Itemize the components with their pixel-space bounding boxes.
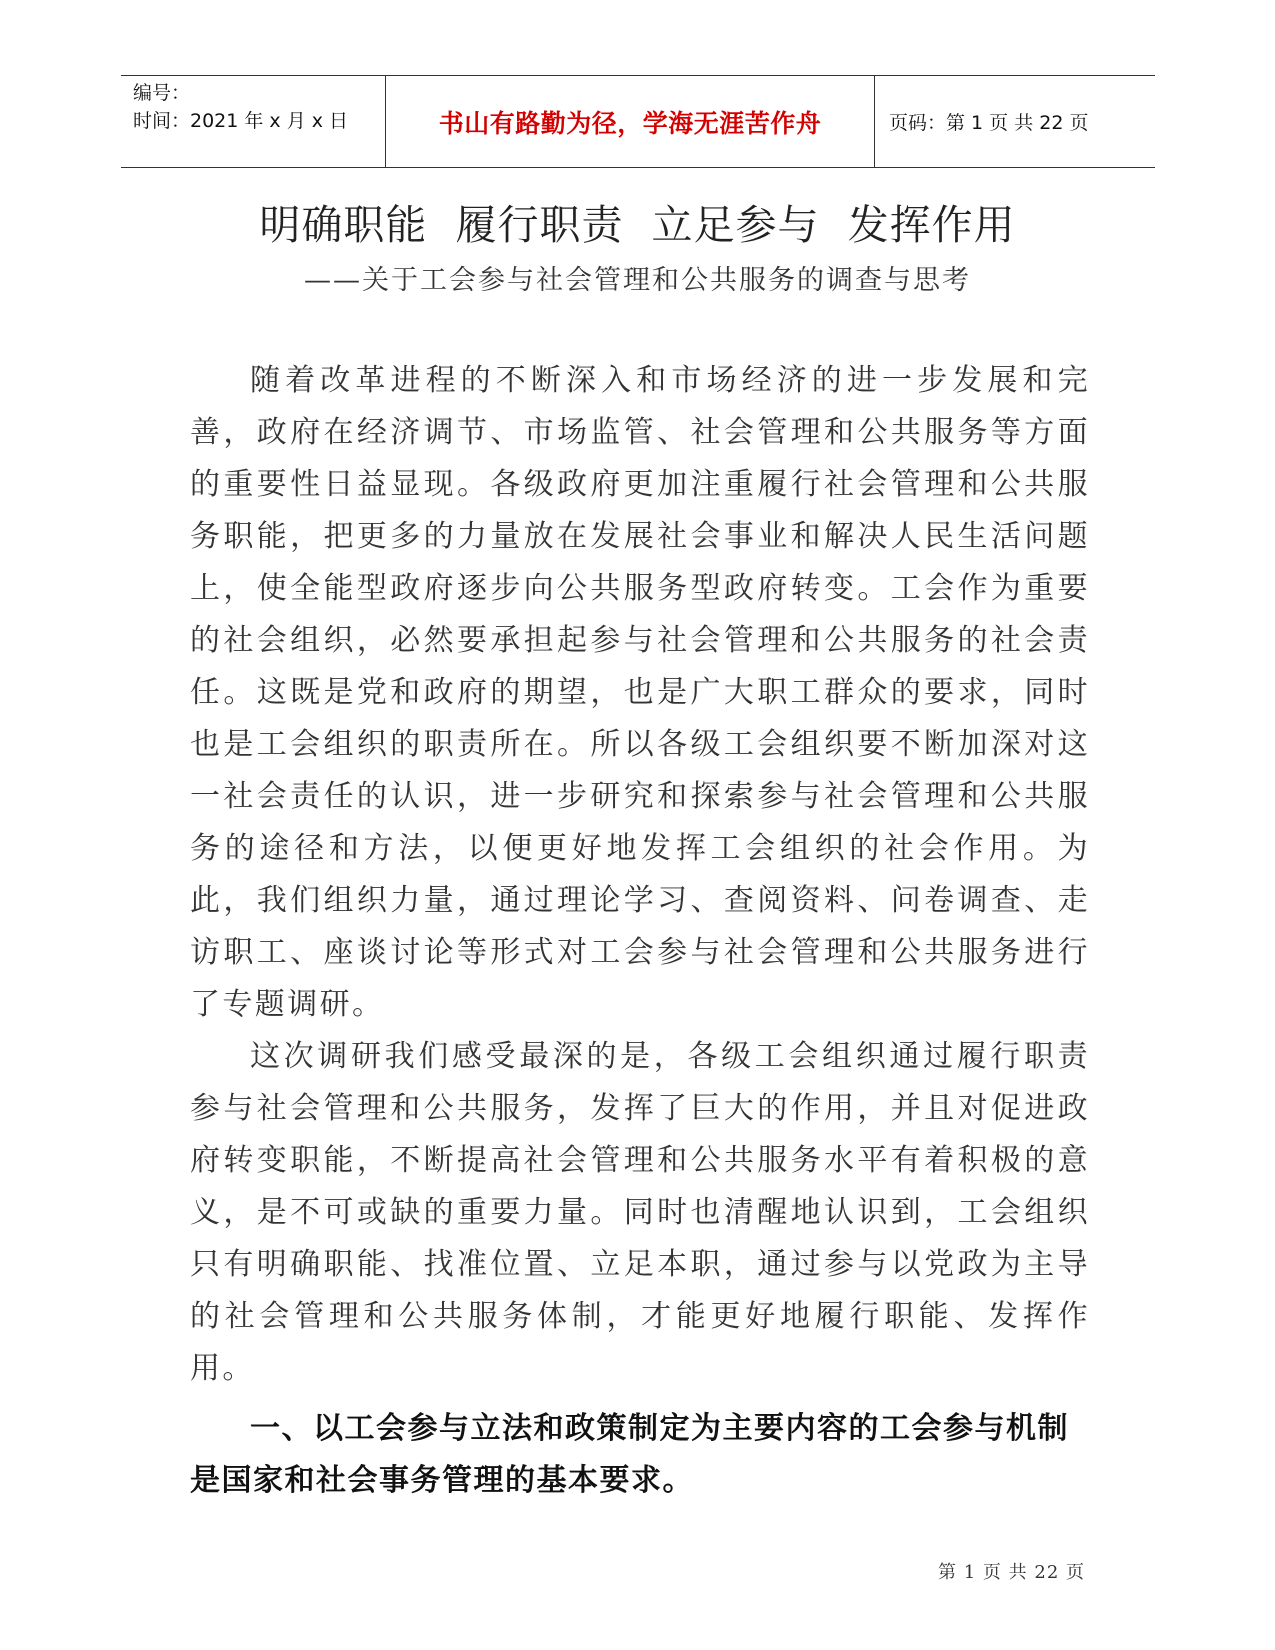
document-body	[190, 355, 1090, 1395]
header-meta	[121, 76, 385, 167]
header-page-info: 页码：第 1 页 共 22 页	[889, 112, 1089, 134]
page-footer: 第 1 页 共 22 页	[938, 1562, 1085, 1583]
header-motto: 书山有路勤为径，学海无涯苦作舟	[385, 76, 875, 167]
document-subtitle: ——关于工会参与社会管理和公共服务的调查与思考	[304, 265, 971, 296]
document-number-label: 编号：	[133, 82, 191, 104]
document-header	[121, 75, 1155, 168]
document-title: 明确职能 履行职责 立足参与 发挥作用	[259, 201, 1016, 249]
body-paragraph: 随着改革进程的不断深入和市场经济的进一步发展和完善，政府在经济调节、市场监管、社会管理和公共服务等方面的重要性日益显现。各级政府更加注重履行社会管理和公共服务职能，把更多的力量放在发展社会事业和解决人民生活问题上，使全能型政府逐步向公共服务型政府转变。工会作为重要的社会组织，必然要承担起参与社会管理和公共服务的社会责任。这既是党和政府的期望，也是广大职工群众的要求，同时也是工会组织的职责所在。所以各级工会组织要不断加深对这一社会责任的认识，进一步研究和探索参与社会管理和公共服务的途径和方法，以便更好地发挥工会组织的社会作用。为此，我们组织力量，通过理论学习、查阅资料、问卷调查、走访职工、座谈讨论等形式对工会参与社会管理和公共服务进行了专题调研。	[190, 363, 1090, 1022]
section-heading: 一、以工会参与立法和政策制定为主要内容的工会参与机制是国家和社会事务管理的基本要求。	[190, 1411, 1069, 1498]
body-paragraph: 这次调研我们感受最深的是，各级工会组织通过履行职责参与社会管理和公共服务，发挥了巨大的作用，并且对促进政府转变职能，不断提高社会管理和公共服务水平有着积极的意义，是不可或缺的重要力量。同时也清醒地认识到，工会组织只有明确职能、找准位置、立足本职，通过参与以党政为主导的社会管理和公共服务体制，才能更好地履行职能、发挥作用。	[190, 1039, 1090, 1386]
document-time-label: 时间：2021 年 x 月 x 日	[133, 110, 349, 132]
